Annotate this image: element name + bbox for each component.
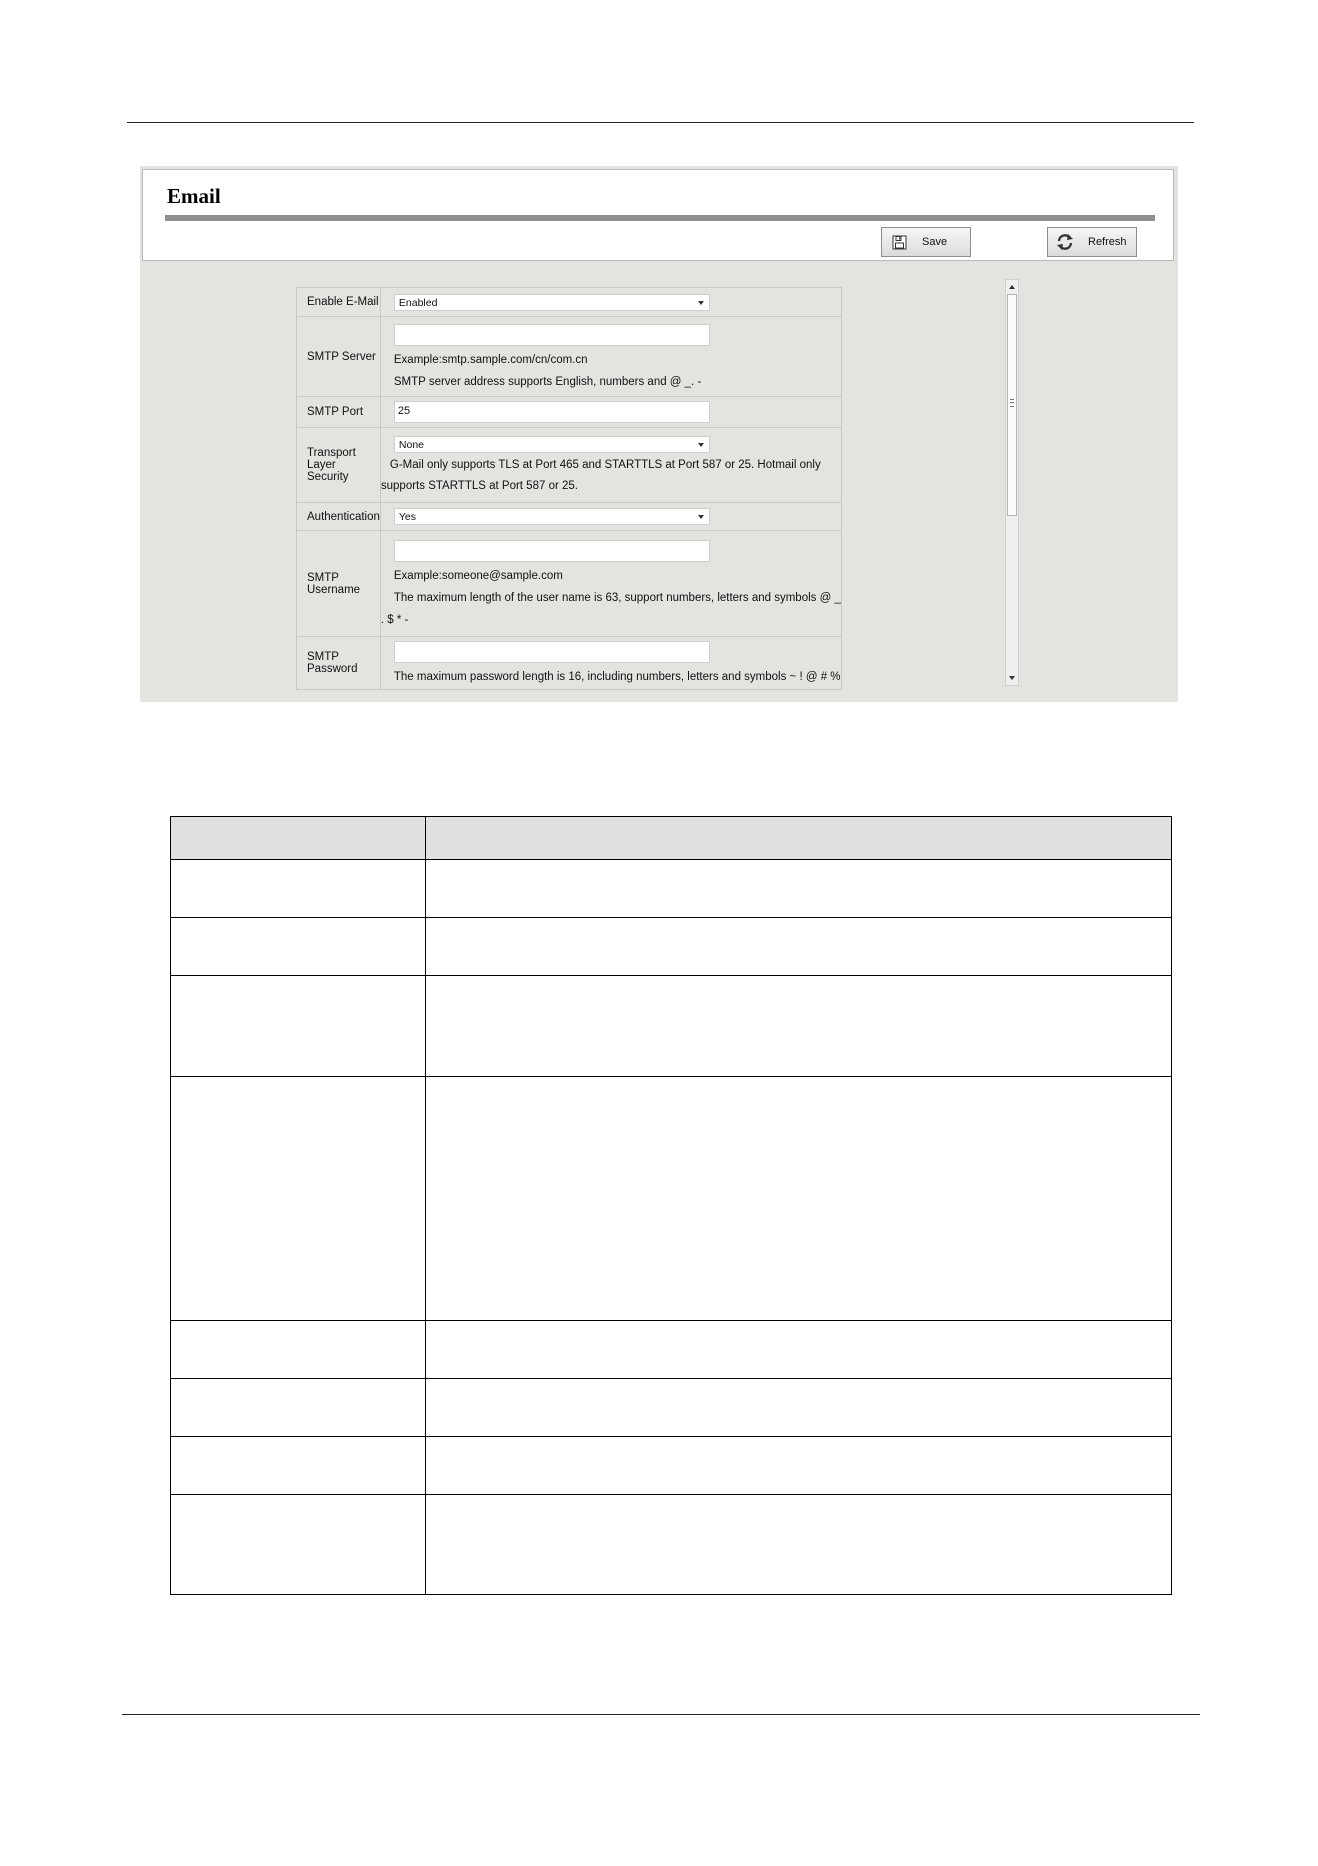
form-row-smtp-password (297, 637, 842, 690)
table-row (171, 1077, 1172, 1321)
enable-email-select[interactable] (394, 294, 710, 311)
smtp-port-label: SMTP Port (297, 397, 381, 428)
page-header-rule (127, 122, 1194, 123)
smtp-port-input[interactable]: 25 (394, 401, 710, 423)
table-row (171, 1321, 1172, 1379)
tls-hint-line1: G-Mail only supports TLS at Port 465 and STARTTLS at Port 587 or 25. Hotmail only (389, 459, 821, 471)
smtp-username-example: Example:someone@sample.com (393, 569, 563, 582)
tls-value: None (398, 439, 424, 451)
enable-email-value: Enabled (398, 296, 438, 309)
vertical-scrollbar[interactable] (1005, 279, 1019, 686)
save-button-label: Save (922, 236, 948, 248)
smtp-server-example: Example:smtp.sample.com/cn/com.cn (393, 353, 588, 366)
table-header-cell (426, 817, 1172, 860)
chevron-down-icon (698, 443, 704, 447)
floppy-disk-icon (886, 235, 912, 250)
email-panel-header (142, 169, 1174, 261)
scroll-up-arrow-icon[interactable] (1009, 285, 1015, 289)
form-row-tls (297, 428, 842, 503)
parameter-description-table (170, 816, 1172, 1595)
table-row (171, 860, 1172, 918)
smtp-username-hint-line2: . $ * - (380, 613, 409, 626)
tls-select[interactable] (394, 436, 710, 453)
scrollbar-thumb[interactable] (1007, 294, 1017, 516)
title-divider (165, 215, 1155, 221)
scroll-down-arrow-icon[interactable] (1009, 676, 1015, 680)
smtp-username-hint-line1: The maximum length of the user name is 63, support numbers, letters and symbols @ _ (393, 591, 841, 604)
table-row (171, 1379, 1172, 1437)
page-footer-rule (122, 1714, 1200, 1715)
tls-label: Transport Layer Security (297, 428, 381, 503)
enable-email-label: Enable E-Mail (297, 288, 381, 317)
table-header-cell (171, 817, 426, 860)
smtp-password-input[interactable] (394, 641, 710, 663)
chevron-down-icon (698, 301, 704, 305)
email-settings-screenshot (140, 166, 1178, 702)
chevron-down-icon (698, 515, 704, 519)
table-row (171, 1495, 1172, 1595)
form-row-smtp-port (297, 397, 842, 428)
authentication-label: Authentication (297, 503, 381, 531)
smtp-username-input[interactable] (394, 540, 710, 562)
refresh-button[interactable] (1047, 227, 1137, 257)
authentication-value: Yes (398, 511, 417, 523)
tls-hint-line2: supports STARTTLS at Port 587 or 25. (380, 480, 578, 492)
refresh-button-label: Refresh (1088, 236, 1127, 248)
smtp-password-label: SMTP Password (297, 637, 381, 690)
authentication-select[interactable] (394, 508, 710, 525)
table-row (171, 1437, 1172, 1495)
table-row (171, 918, 1172, 976)
form-row-authentication (297, 503, 842, 531)
table-header-row (171, 817, 1172, 860)
grip-lines-icon (1010, 399, 1014, 407)
smtp-server-hint: SMTP server address supports English, numbers and @ _. - (393, 375, 702, 388)
smtp-server-input[interactable] (394, 324, 710, 346)
table-row (171, 976, 1172, 1077)
form-row-smtp-server (297, 317, 842, 397)
smtp-server-label: SMTP Server (297, 317, 381, 397)
form-row-enable-email (297, 288, 842, 317)
form-row-smtp-username (297, 531, 842, 637)
smtp-password-hint: The maximum password length is 16, including numbers, letters and symbols ~ ! @ # % (393, 671, 841, 683)
email-settings-form (296, 287, 842, 690)
page-title: Email (167, 184, 221, 208)
smtp-username-label: SMTP Username (297, 531, 381, 637)
refresh-arrows-icon (1052, 232, 1078, 252)
save-button[interactable] (881, 227, 971, 257)
